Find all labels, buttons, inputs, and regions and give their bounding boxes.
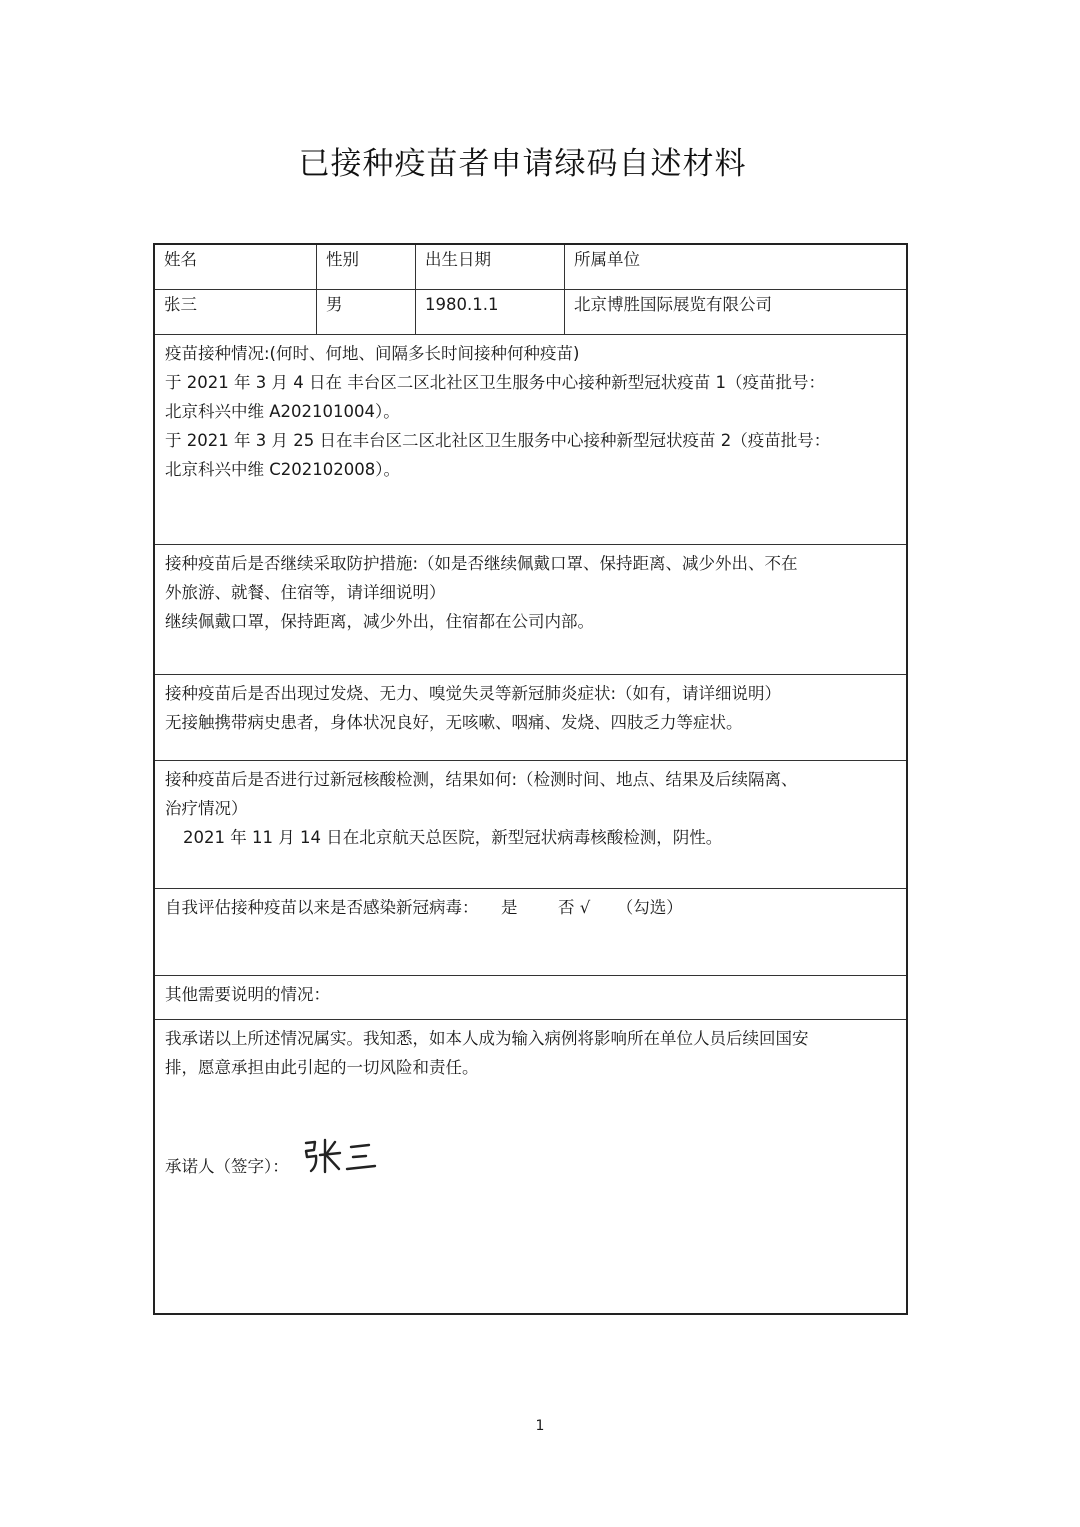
check-note: （勾选） — [616, 898, 683, 917]
protection-prompt: 接种疫苗后是否继续采取防护措施:（如是否继续佩戴口罩、保持距离、减少外出、不在 — [165, 554, 798, 573]
option-no: 否 — [558, 898, 575, 917]
header-birthdate: 出生日期 — [416, 245, 565, 289]
symptoms-section — [155, 675, 906, 761]
commitment-line: 排，愿意承担由此引起的一切风险和责任。 — [165, 1058, 479, 1077]
header-name: 姓名 — [155, 245, 317, 289]
vaccination-section — [155, 335, 906, 545]
header-gender: 性别 — [317, 245, 416, 289]
vaccination-prompt: 疫苗接种情况:(何时、何地、间隔多长时间接种何种疫苗) — [165, 344, 580, 363]
self-assessment-section — [155, 889, 906, 976]
self-assessment-prompt: 自我评估接种疫苗以来是否感染新冠病毒： — [165, 898, 479, 917]
testing-section — [155, 761, 906, 889]
protection-prompt: 外旅游、就餐、住宿等，请详细说明） — [165, 583, 446, 602]
value-birthdate: 1980.1.1 — [416, 290, 565, 334]
personal-header-row — [155, 245, 906, 290]
vaccination-line: 于 2021 年 3 月 25 日在丰台区二区北社区卫生服务中心接种新型冠状疫苗 2（疫苗批号： — [165, 431, 831, 450]
signer-label: 承诺人（签字）： — [165, 1157, 289, 1176]
header-employer: 所属单位 — [574, 250, 640, 269]
protection-section — [155, 545, 906, 675]
vaccination-line: 北京科兴中维 C202102008）。 — [165, 460, 400, 479]
testing-answer: 2021 年 11 月 14 日在北京航天总医院，新型冠状病毒核酸检测，阴性。 — [183, 828, 723, 847]
testing-prompt: 治疗情况） — [165, 799, 248, 818]
personal-value-row — [155, 290, 906, 335]
vaccination-line: 北京科兴中维 A202101004）。 — [165, 402, 400, 421]
other-prompt: 其他需要说明的情况： — [165, 985, 330, 1004]
testing-prompt: 接种疫苗后是否进行过新冠核酸检测，结果如何:（检测时间、地点、结果及后续隔离、 — [165, 770, 798, 789]
value-employer: 北京博胜国际展览有限公司 — [574, 295, 772, 314]
value-name: 张三 — [155, 290, 317, 334]
protection-answer: 继续佩戴口罩，保持距离，减少外出，住宿都在公司内部。 — [165, 612, 594, 631]
page-number: 1 — [535, 1418, 545, 1434]
symptoms-prompt: 接种疫苗后是否出现过发烧、无力、嗅觉失灵等新冠肺炎症状:（如有，请详细说明） — [165, 684, 782, 703]
document-title: 已接种疫苗者申请绿码自述材料 — [298, 146, 747, 182]
check-mark: √ — [579, 898, 591, 917]
other-section — [155, 976, 906, 1020]
option-yes: 是 — [501, 898, 518, 917]
commitment-line: 我承诺以上所述情况属实。我知悉，如本人成为输入病例将影响所在单位人员后续回国安 — [165, 1029, 809, 1048]
declaration-form — [153, 243, 908, 1315]
commitment-section — [155, 1020, 906, 1315]
handwritten-signature — [303, 1134, 383, 1182]
symptoms-answer: 无接触携带病史患者，身体状况良好，无咳嗽、咽痛、发烧、四肢乏力等症状。 — [165, 713, 743, 732]
vaccination-line: 于 2021 年 3 月 4 日在 丰台区二区北社区卫生服务中心接种新型冠状疫苗 1（疫苗批号： — [165, 373, 825, 392]
value-gender: 男 — [317, 290, 416, 334]
